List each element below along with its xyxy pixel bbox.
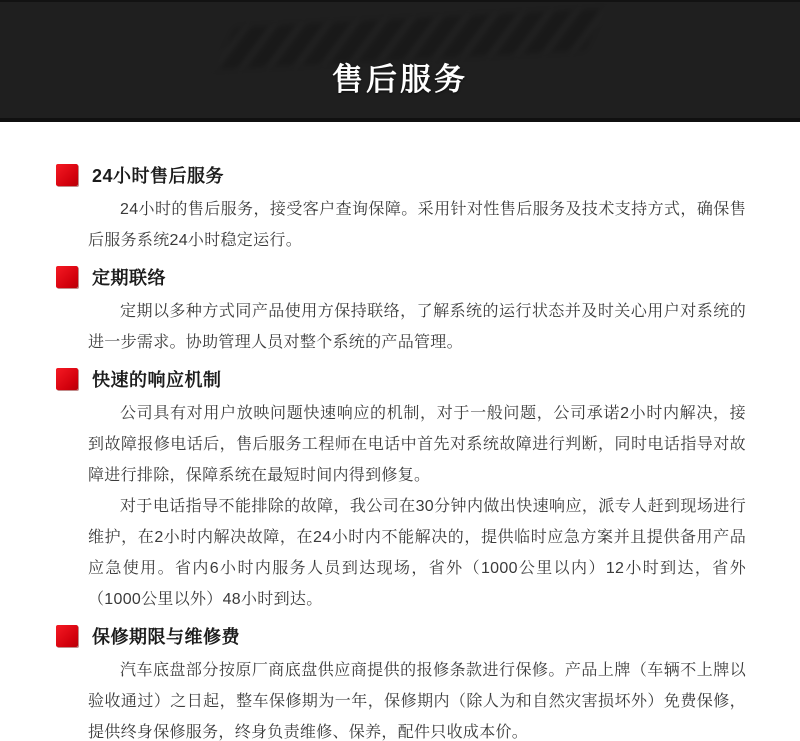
red-square-bullet-icon xyxy=(56,368,78,390)
section-paragraph: 公司具有对用户放映问题快速响应的机制，对于一般问题，公司承诺2小时内解决，接到故障报修电话后，售后服务工程师在电话中首先对系统故障进行判断，同时电话指导对故障进行排除，保障系统在最短时间内得到修复。 xyxy=(88,405,746,484)
section-paragraph: 24小时的售后服务，接受客户查询保障。采用针对性售后服务及技术支持方式，确保售后服务系统24小时稳定运行。 xyxy=(88,201,746,249)
section-24h-service xyxy=(56,162,746,256)
section-paragraph: 汽车底盘部分按原厂商底盘供应商提供的报修条款进行保修。产品上牌（车辆不上牌以验收通过）之日起，整车保修期为一年，保修期内（除人为和自然灾害损坏外）免费保修，提供终身保修服务，终身负责维修、保养，配件只收成本价。 xyxy=(88,662,746,741)
page-header-banner xyxy=(0,0,800,122)
section-paragraph: 定期以多种方式同产品使用方保持联络，了解系统的运行状态并及时关心用户对系统的进一步需求。协助管理人员对整个系统的产品管理。 xyxy=(88,303,746,351)
section-warranty-fees xyxy=(56,623,746,741)
red-square-bullet-icon xyxy=(56,625,78,647)
section-heading-row xyxy=(56,623,746,649)
red-square-bullet-icon xyxy=(56,266,78,288)
section-title: 24小时售后服务 xyxy=(92,166,225,186)
section-paragraph: 对于电话指导不能排除的故障，我公司在30分钟内做出快速响应，派专人赶到现场进行维护，在2小时内解决故障，在24小时内不能解决的，提供临时应急方案并且提供备用产品应急使用。省内6小时内服务人员到达现场，省外（1000公里以内）12小时到达，省外（1000公里以外）48小时到达。 xyxy=(88,498,746,608)
section-heading-row xyxy=(56,162,746,188)
section-title: 定期联络 xyxy=(92,268,166,288)
section-rapid-response xyxy=(56,366,746,615)
section-title: 保修期限与维修费 xyxy=(92,627,240,647)
red-square-bullet-icon xyxy=(56,164,78,186)
section-title: 快速的响应机制 xyxy=(92,370,222,390)
page-title: 售后服务 xyxy=(332,62,468,97)
section-heading-row xyxy=(56,264,746,290)
section-heading-row xyxy=(56,366,746,392)
section-regular-contact xyxy=(56,264,746,358)
content-area xyxy=(0,122,800,741)
